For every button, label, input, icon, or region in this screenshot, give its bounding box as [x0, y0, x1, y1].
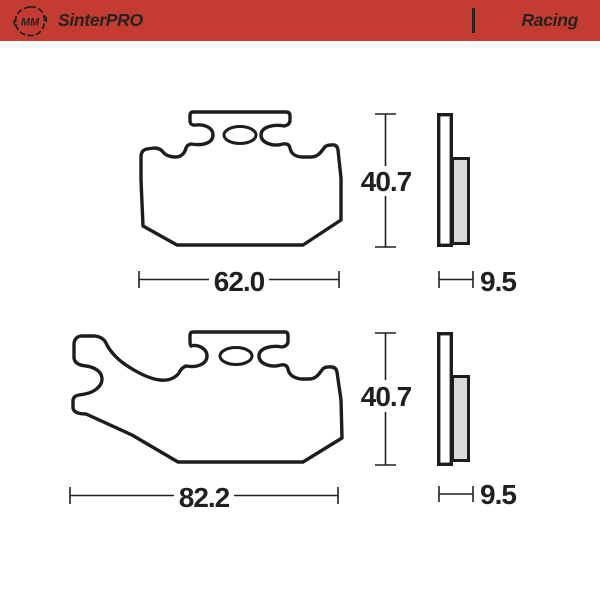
pad1-thickness-label: 9.5: [480, 266, 516, 297]
pad1-height-label: 40.7: [360, 166, 412, 197]
pad2-width-label: 82.2: [178, 482, 230, 513]
brand-name: SinterPRO: [58, 10, 143, 30]
pad2-side-view-plate: [439, 334, 452, 465]
pad2-retaining-slot: [220, 348, 252, 365]
edition-label: Racing: [521, 10, 578, 30]
pad2-backing-plate-outline: [73, 332, 342, 462]
pad2-side-view-friction: [453, 377, 469, 461]
pad1-width-label: 62.0: [213, 266, 265, 297]
pad1-thickness-dimension-line: [439, 271, 473, 288]
pad2-thickness-dimension-line: [439, 486, 473, 502]
pad2-height-label: 40.7: [360, 381, 412, 412]
pad1-side-view-plate: [439, 115, 452, 246]
pad2-thickness-label: 9.5: [480, 479, 516, 510]
pad1-retaining-slot: [224, 127, 256, 144]
pad1-side-view-friction: [453, 159, 469, 244]
brand-logo-monogram: MM: [20, 16, 40, 28]
